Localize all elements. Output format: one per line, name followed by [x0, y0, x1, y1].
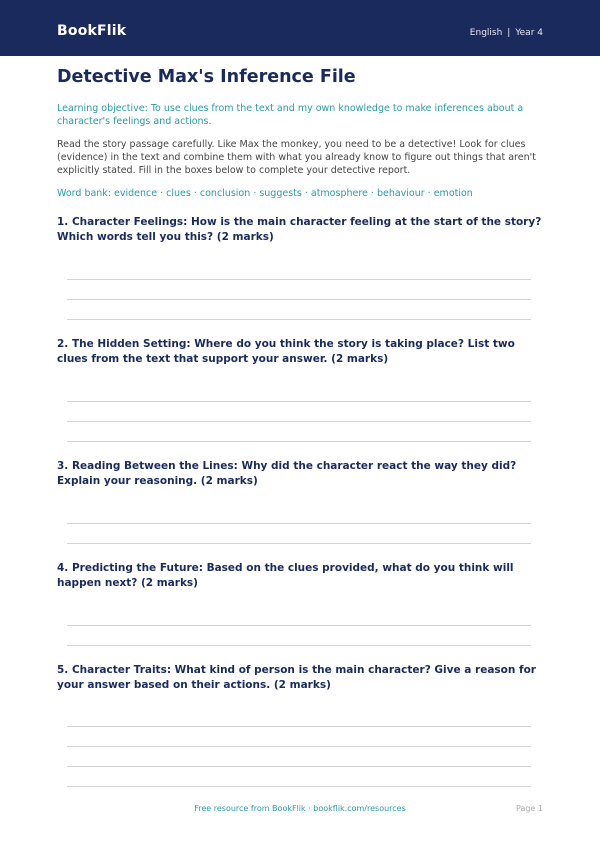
learning-objective: Learning objective: To use clues from the text and my own knowledge to make inferences about a character's feelings and actions.	[57, 103, 524, 127]
meta-separator: |	[507, 28, 511, 38]
answer-line[interactable]	[67, 401, 531, 402]
answer-line[interactable]	[67, 279, 531, 280]
answer-line[interactable]	[67, 625, 531, 626]
header-bar	[0, 0, 600, 56]
answer-line[interactable]	[67, 786, 531, 787]
answer-line[interactable]	[67, 319, 531, 320]
header-meta	[470, 28, 543, 38]
instructions-text: Read the story passage carefully. Like Max the monkey, you need to be a detective! Look for clues (evidence) in the text and combine them with what you already know to figure out things that aren't explicitly stated. Fill in the boxes below to complete your detective report.	[57, 139, 536, 176]
answer-line[interactable]	[67, 441, 531, 442]
subject-label: English	[469, 28, 503, 38]
question-2: 2. The Hidden Setting: Where do you think the story is taking place? List two clues from the text that support your answer. (2 marks)	[57, 338, 515, 365]
page-title: Detective Max's Inference File	[57, 67, 356, 87]
answer-line[interactable]	[67, 645, 531, 646]
answer-line[interactable]	[67, 523, 531, 524]
answer-line[interactable]	[67, 746, 531, 747]
answer-line[interactable]	[67, 299, 531, 300]
question-3: 3. Reading Between the Lines: Why did the character react the way they did? Explain your reasoning. (2 marks)	[57, 460, 517, 487]
year-label: Year 4	[515, 28, 543, 38]
answer-line[interactable]	[67, 421, 531, 422]
brand-logo-text: BookFlik	[57, 23, 127, 39]
answer-line[interactable]	[67, 766, 531, 767]
question-1: 1. Character Feelings: How is the main character feeling at the start of the story? Which words tell you this? (2 marks)	[57, 216, 542, 243]
answer-line[interactable]	[67, 726, 531, 727]
word-bank: Word bank: evidence · clues · conclusion · suggests · atmosphere · behaviour · emotion	[57, 188, 473, 199]
worksheet-intro	[57, 66, 543, 200]
page-number: Page 1	[516, 804, 543, 813]
question-4: 4. Predicting the Future: Based on the clues provided, what do you think will happen next? (2 marks)	[57, 562, 514, 589]
footer-credit: Free resource from BookFlik · bookflik.com/resources	[194, 804, 406, 813]
answer-line[interactable]	[67, 543, 531, 544]
question-5: 5. Character Traits: What kind of person is the main character? Give a reason for your answer based on their actions. (2 marks)	[57, 664, 536, 691]
